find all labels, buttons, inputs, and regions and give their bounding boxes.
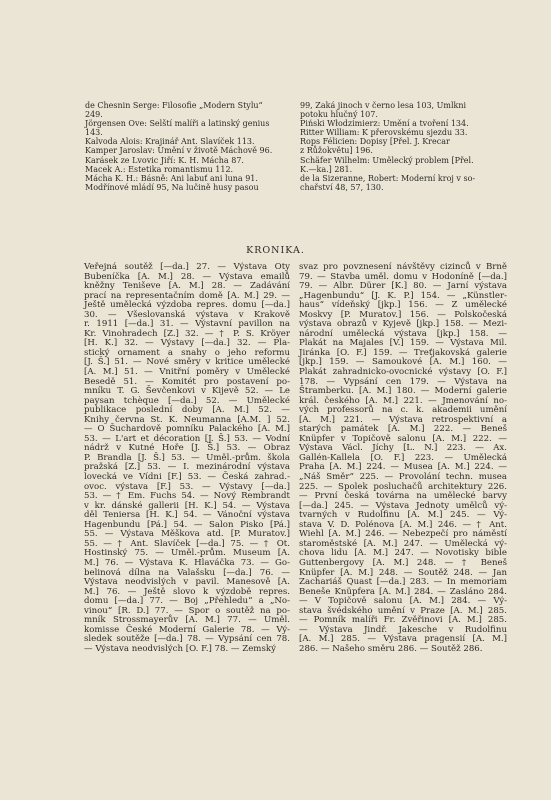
kronika-line: 178. — Vypsání cen 179. — Výstava na bbox=[299, 376, 507, 387]
kronika-line: v kr. dánské gallerii [H. K.] 54. — Výstava bbox=[84, 500, 290, 511]
kronika-line: lovecká ve Vídni [F.] 53. — Česká zahrad.- bbox=[84, 472, 290, 483]
kronika-line: Hostinský 75. — Uměl.-prům. Museum [A. bbox=[84, 548, 290, 559]
kronika-line: 30. — Všeslovanská výstava v Krakově bbox=[84, 309, 290, 320]
kronika-line: r. 1911 [—da.] 31. — Výstavní pavillon na bbox=[84, 319, 290, 330]
kronika-line: „Náš Směr“ 225. — Provolání techn. musea bbox=[299, 472, 507, 483]
kronika-line: — Pomník malíři Fr. Zvěřinovi [A. M.] 285. bbox=[299, 615, 507, 626]
kronika-line: 53. — L'art et décoration [J. Š.] 53. — Vodní bbox=[84, 433, 290, 444]
kronika-line: M.] 76. — Ještě slovo k výzdobě repres. bbox=[84, 586, 290, 597]
kronika-line: Moskvy [P. Muratov.] 156. — Polskočeská bbox=[299, 309, 507, 320]
kronika-line: Knihy červnа St. K. Neumanna [A.M. ] 52. bbox=[84, 414, 290, 425]
kronika-line: [A. M.] 221. — Výstava retrospektivní a bbox=[299, 414, 507, 425]
kronika-line: 55. — † Ant. Slavíček [—da.] 75. — † Ot. bbox=[84, 538, 290, 549]
kronika-line: stický ornament a snahy o jeho reformu bbox=[84, 347, 290, 358]
kronika-line: Besedě 51. — Komitét pro postavení po- bbox=[84, 376, 290, 387]
kronika-line: komisse České Moderní Galerie 78. — Vý- bbox=[84, 624, 290, 635]
index-entry-line: de Chesnin Serge: Filosofie „Modern Stylu“ bbox=[85, 101, 263, 110]
kronika-line: prací na representačním domě [A. M.] 29. — bbox=[84, 290, 290, 301]
kronika-line: domu [—da.] 77. — Boj „Přehledu“ a „No- bbox=[84, 596, 290, 607]
kronika-line: 286. — Našeho směru 286. — Soutěž 286. bbox=[299, 643, 483, 654]
kronika-line: [A. M.] 285. — Výstava pragensií [A. M.] bbox=[299, 634, 507, 645]
kronika-line: Plakát na Majales [V.] 159. — Výstava Mil. bbox=[299, 338, 507, 349]
kronika-line: [H. K.] 32. — Výstavy [—da.] 32. — Pla- bbox=[84, 338, 290, 349]
kronika-line: Bubeníčka [A. M.] 28. — Výstava emailů bbox=[84, 271, 290, 282]
index-entry-line: Schäfer Wilhelm: Umělecký problem [Přel. bbox=[300, 155, 474, 165]
index-left-column bbox=[85, 101, 290, 192]
kronika-line: P. Brandla [J. Š.] 53. — Uměl.-prům. škola bbox=[84, 452, 290, 463]
kronika-line: [J. Š.] 51. — Nové směry v kritice umělecké bbox=[84, 357, 290, 368]
kronika-line: [—da.] 245. — Výstava Jednoty umělců vý- bbox=[299, 500, 507, 511]
index-entry-line: Mácha K. H.: Básně: Ani labuť ani luna 91. bbox=[85, 173, 258, 183]
kronika-line: vých professorů na c. k. akademii umění bbox=[299, 405, 507, 416]
kronika-line: mníku T. G. Ševčenkovi v Kijevě 52. — Le bbox=[84, 386, 290, 397]
index-entry-line: 249. bbox=[85, 110, 103, 120]
kronika-line: — V Topičově salonu [A. M.] 284. — Vý- bbox=[299, 596, 507, 607]
index-entry-line: z Růžokvětu] 196. bbox=[300, 146, 373, 156]
kronika-line: M.] 76. — Výstava K. Hlaváčka 73. — Go- bbox=[84, 557, 290, 568]
index-entry-line: 99, Zaká jinoch v černo lesa 103, Umlkni bbox=[300, 101, 467, 110]
kronika-line: stava švédského umění v Praze [A. M.] 285. bbox=[299, 605, 507, 616]
kronika-line: Knüpfer [A. M.] 248. — Soutěž 248. — Jan bbox=[299, 567, 507, 578]
kronika-line: nádrž v Kutné Hoře [J. Š.] 53. — Obraz bbox=[84, 443, 290, 454]
kronika-line: mník Strossmayerův [A. M.] 77. — Uměl. bbox=[84, 615, 290, 626]
kronika-line: stava V. D. Polénova [A. M.] 246. — † Ant. bbox=[299, 519, 507, 530]
kronika-line: kněžny Teniševe [A. M.] 28. — Zadávání bbox=[84, 281, 290, 292]
section-heading: KRONIKA. bbox=[246, 245, 305, 256]
kronika-line: Wiehl [A. M.] 246. — Nebezpečí pro náměstí bbox=[299, 529, 507, 540]
index-entry-line: 143. bbox=[85, 128, 103, 138]
index-entry-line: Karásek ze Lvovic Jiří: K. H. Mácha 87. bbox=[85, 155, 244, 165]
kronika-line: pražská [Z.] 53. — I. mezinárodní výstava bbox=[84, 462, 290, 473]
kronika-line: Jiránka [O. F.] 159. — Treťjakovská galerie bbox=[299, 347, 507, 358]
kronika-line: chova lidu [A. M.] 247. — Novotisky bible bbox=[299, 548, 507, 559]
kronika-line: — Výstava neodvislých [O. F.] 78. — Zemský bbox=[84, 643, 276, 654]
index-entry-line: potoku hlučný 107. bbox=[300, 110, 378, 120]
kronika-line: Štramberku. [A. M.] 180. — Moderní galerie bbox=[299, 386, 507, 397]
kronika-line: [jkp.] 159. — Samoukové [A. M.] 160. — bbox=[299, 357, 507, 368]
kronika-line: Kr. Vinohradech [Z.] 32. — † P. S. Kröyer bbox=[84, 328, 290, 339]
kronika-line: národní umělecká výstava [jkp.] 158. — bbox=[299, 328, 507, 339]
kronika-line: Ještě umělecká výzdoba repres. domu [—da.] bbox=[84, 300, 290, 311]
index-entry-line: K.—ka.] 281. bbox=[300, 164, 353, 174]
kronika-line: Veřejná soutěž [—da.] 27. — Výstava Oty bbox=[84, 262, 290, 272]
kronika-line: 53. — † Em. Fuchs 54. — Nový Rembrandt bbox=[84, 491, 290, 502]
kronika-line: 225. — Spolek posluchačů architektury 226. bbox=[299, 481, 507, 492]
kronika-left-column bbox=[84, 263, 290, 654]
kronika-line: publikace poslední doby [A. M.] 52. — bbox=[84, 405, 290, 416]
kronika-line: — O Šuchardově pomníku Palackého [A. M.] bbox=[84, 424, 290, 435]
kronika-line: Hagenbundu [Pá.] 54. — Salon Pisko [Pá.] bbox=[84, 519, 290, 530]
kronika-line: staroměstské [A. M.] 247. — Umělecká vý- bbox=[299, 538, 507, 549]
kronika-line: 79. — Albr. Dürer [K.] 80. — Jarní výstava bbox=[299, 281, 507, 292]
index-entry-line: Kalvoda Alois: Krajinář Ant. Slavíček 113. bbox=[85, 137, 255, 147]
index-entry-line: Macek A.: Estetika romantismu 112. bbox=[85, 164, 234, 174]
index-entry-line: Kamper Jaroslav: Umění v životě Máchově 96. bbox=[85, 146, 273, 156]
kronika-line: Gallén-Kallela [O. F.] 223. — Umělecká bbox=[299, 452, 507, 463]
kronika-line: paysan tchèque [—da.] 52. — Umělecké bbox=[84, 395, 290, 406]
kronika-line: — První česká továrna na umělecké barvy bbox=[299, 491, 507, 502]
kronika-line: král. českého [A. M.] 221. — Jmenování no- bbox=[299, 395, 507, 406]
index-entry-line: Ritter William: K přerovskému sjezdu 33. bbox=[300, 128, 468, 138]
kronika-line: děl Teniersa [H. K.] 54. — Vánoční výstava bbox=[84, 510, 290, 521]
index-right-column bbox=[300, 101, 510, 192]
kronika-line: sledek soutěže [—da.] 78. — Vypsání cen 78. bbox=[84, 634, 290, 645]
kronika-line: tvarných v Rudolfinu [A. M.] 245. — Vý- bbox=[299, 510, 507, 521]
index-entry-line: Piński Włodzimierz: Umění a tvoření 134. bbox=[300, 119, 469, 129]
kronika-line: „Hagenbundu“ [J. K. P.] 154. — „Künstler- bbox=[299, 290, 507, 301]
index-entry-line: Modřínové mládí 95, Na lučině husy pasou bbox=[85, 182, 259, 192]
kronika-line: Výstava neodvislých v pavil. Manesově [A. bbox=[84, 577, 290, 588]
kronika-line: 55. — Výstava Měškova atd. [P. Muratov.] bbox=[84, 529, 290, 540]
index-entry-line: chařství 48, 57, 130. bbox=[300, 182, 384, 192]
kronika-line: Guttenbergovy [A. M.] 248. — † Beneš bbox=[299, 557, 507, 568]
kronika-line: vinou“ [R. D.] 77. — Spor o soutěž na po- bbox=[84, 605, 290, 616]
kronika-line: Beneše Knüpfera [A. M.] 284. — Zasláno 284. bbox=[299, 586, 507, 597]
kronika-right-column bbox=[299, 263, 507, 654]
kronika-line: Plakát zahradnicko-ovocnické výstavy [O. F.] bbox=[299, 367, 507, 378]
kronika-line: belinová dílna na Valašsku [—da.] 76. — bbox=[84, 567, 290, 578]
kronika-line: starých památek [A. M.] 222. — Beneš bbox=[299, 424, 507, 435]
index-entry-line: Jörgensen Ove: Selští malíři a latinský genius bbox=[85, 119, 270, 129]
kronika-line: svaz pro povznesení návštěvy cizinců v Brně bbox=[299, 262, 507, 272]
kronika-line: Výstava Václ. Jíchy [L. N.] 223. — Ax. bbox=[299, 443, 507, 454]
kronika-line: 79. — Stavba uměl. domu v Hodoníně [—da.] bbox=[299, 271, 507, 282]
kronika-line: Praha [A. M.] 224. — Musea [A. M.] 224. — bbox=[299, 462, 507, 473]
kronika-line: Knüpfer v Topičově salonu [A. M.] 222. — bbox=[299, 433, 507, 444]
kronika-line: Zachariáš Quast [—da.] 283. — In memoriam bbox=[299, 577, 507, 588]
kronika-line: haus“ vídeňský [jkp.] 156. — Z umělecké bbox=[299, 300, 507, 311]
kronika-line: výstava obrazů v Kyjevě [jkp.] 158. — Mezi- bbox=[299, 319, 507, 330]
index-entry-line: de la Sizeranne, Robert: Moderní kroj v so- bbox=[300, 173, 476, 183]
index-entry-line: Rops Félicien: Dopisy [Přel. J. Krecar bbox=[300, 137, 450, 147]
kronika-line: — Výstava Jindř. Jakesche v Rudolfinu bbox=[299, 624, 507, 635]
kronika-line: ovoc. výstava [F.] 53. — Výstavy [—da.] bbox=[84, 481, 290, 492]
kronika-line: [A. M.] 51. — Vnitřní poměry v Umělecké bbox=[84, 367, 290, 378]
